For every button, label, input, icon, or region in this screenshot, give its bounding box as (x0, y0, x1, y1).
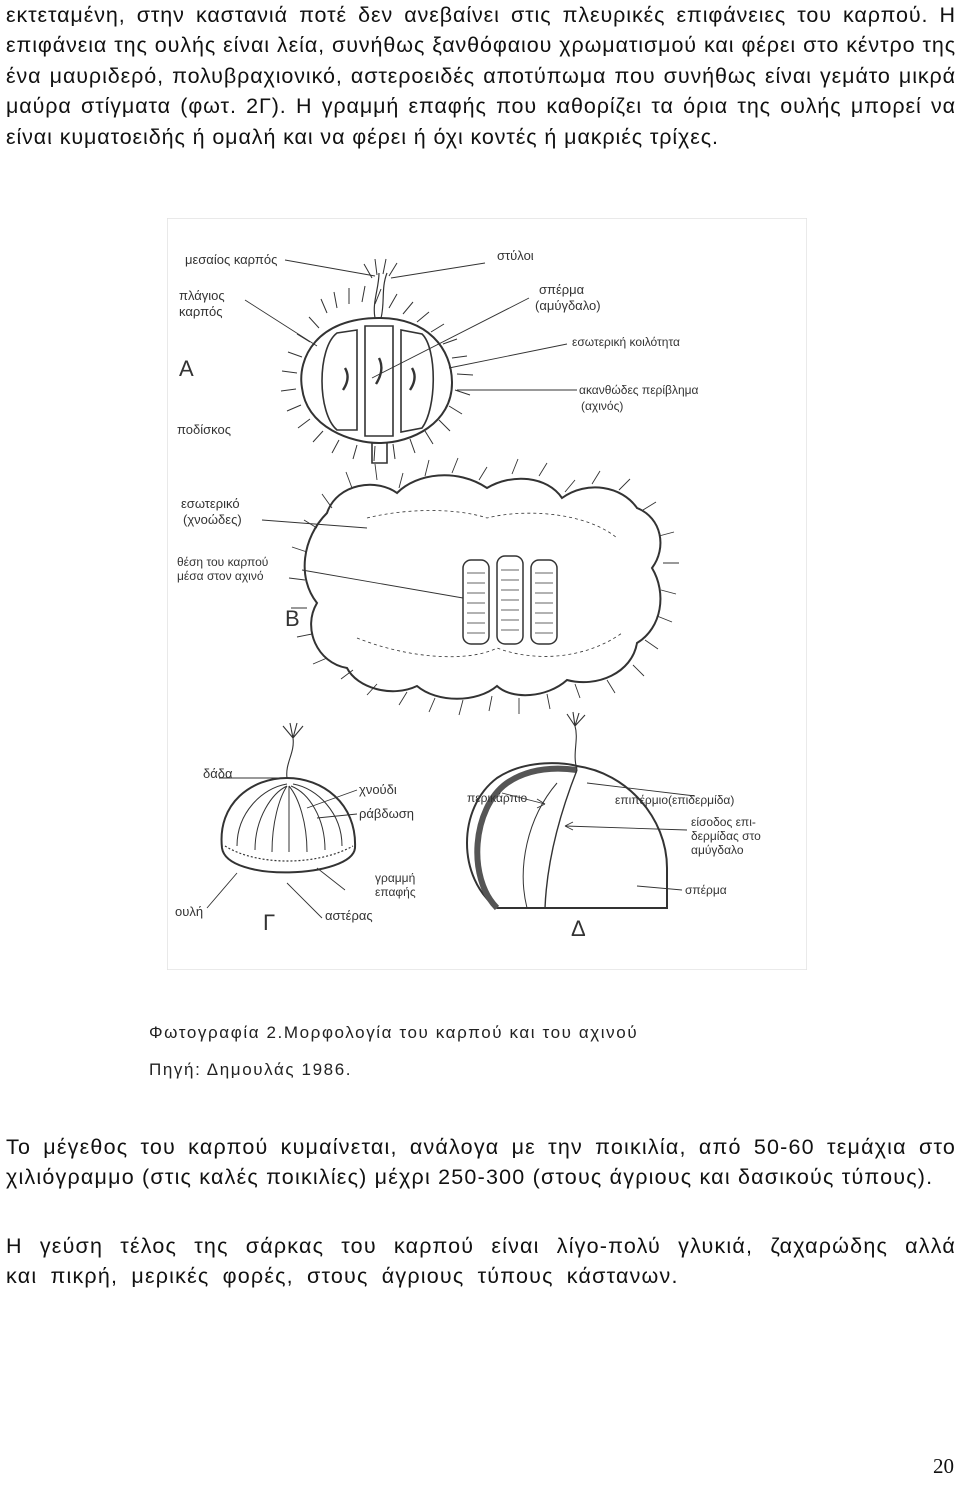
label-perikarpio: περικάρπιο (467, 791, 528, 805)
label-dermidas: δερμίδας στο (691, 829, 761, 843)
label-sperma-2: σπέρμα (685, 883, 727, 897)
label-asteras: αστέρας (325, 908, 373, 923)
label-grammi: γραμμή (375, 871, 416, 885)
label-plagios-karpos: καρπός (179, 304, 223, 319)
label-podiskos: ποδίσκος (177, 422, 231, 437)
label-B: Β (285, 606, 300, 631)
label-D: Δ (571, 916, 586, 941)
label-ravdosi: ράβδωση (359, 806, 415, 821)
figure-source: Πηγή: Δημουλάς 1986. (149, 1060, 353, 1079)
label-epafis: επαφής (375, 885, 416, 899)
label-chnoodes: (χνοώδες) (183, 512, 242, 527)
taste-paragraph: Η γεύση τέλος της σάρκας του καρπού είναι λίγο-πολύ γλυκιά, ζαχαρώδης αλλά και πικρή, μερικές φορές, στους άγριους τύπους κάστανων. (6, 1234, 956, 1289)
chestnut-morphology-figure (167, 218, 807, 970)
label-esoteriki-koilotita: εσωτερική κοιλότητα (572, 335, 680, 349)
label-akanthodes: ακανθώδες περίβλημα (579, 383, 699, 397)
label-plagios: πλάγιος (179, 288, 225, 303)
label-ouli: ουλή (175, 904, 204, 919)
label-G: Γ (263, 910, 276, 935)
label-sperma: σπέρμα (539, 282, 585, 297)
label-chnoudi: χνούδι (359, 782, 397, 797)
intro-paragraph: εκτεταμένη, στην καστανιά ποτέ δεν ανεβαίνει στις πλευρικές επιφάνειες του καρπού. Η επιφάνεια της ουλής είναι λεία, συνήθως ξανθόφαιου χρωματισμού και φέρει στο κέντρο της ένα μαυριδερό, πολυβραχιονικό, αστεροειδές αποτύπωμα που συνήθως είναι γεμάτο μικρά μαύρα στίγματα (φωτ. 2Γ). Η γραμμή επαφής που καθορίζει τα όρια της ουλής μπορεί να είναι κυματοειδής ή ομαλή και να φέρει ή όχι κοντές ή μακριές τρίχες. (6, 3, 956, 149)
label-esoteriko: εσωτερικό (181, 496, 240, 511)
label-mesaios-karpos: μεσαίος καρπός (185, 252, 278, 267)
label-achinos: (αχινός) (581, 399, 624, 413)
label-thesi-karpou: θέση του καρπού (177, 555, 269, 569)
label-styloi: στύλοι (497, 248, 534, 263)
page-number: 20 (933, 1454, 954, 1478)
figure-caption: Φωτογραφία 2.Μορφολογία του καρπού και του αχινού (149, 1023, 639, 1042)
label-A: A (179, 356, 194, 381)
label-amygdalo-2: αμύγδαλο (691, 843, 744, 857)
label-amygdalo: (αμύγδαλο) (535, 298, 601, 313)
label-epipermio: επιπέρμιο(επιδερμίδα) (615, 793, 735, 807)
label-mesa-ston-achino: μέσα στον αχινό (177, 569, 264, 583)
label-eisodos: είσοδος επι- (691, 815, 756, 829)
size-paragraph: Το μέγεθος του καρπού κυμαίνεται, ανάλογα με την ποικιλία, από 50-60 τεμάχια στο χιλιόγραμμο (στις καλές ποικιλίες) μέχρι 250-300 (στους άγριους και δασικούς τύπους). (6, 1135, 956, 1190)
label-dada: δάδα (203, 766, 233, 781)
